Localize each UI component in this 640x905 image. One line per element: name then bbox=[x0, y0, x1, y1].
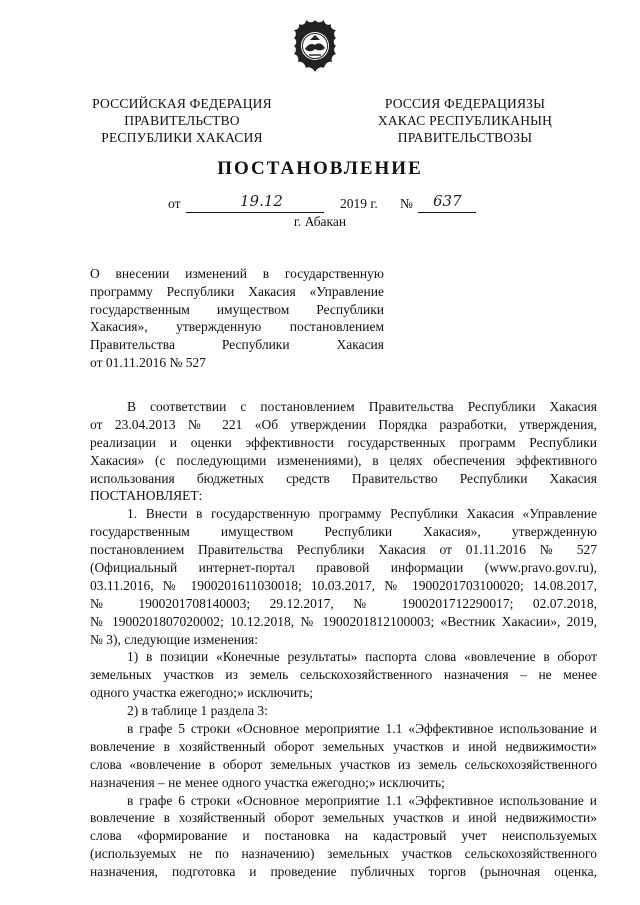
body-text bbox=[90, 398, 597, 881]
body-line: одного участка ежегодно;» исключить; bbox=[90, 685, 313, 701]
body-line: слова «вовлечение в оборот земельных участков из земель сельскохозяйственного bbox=[90, 756, 597, 772]
body-line: использования бюджетных средств Правительство Республики Хакасия bbox=[90, 470, 597, 486]
header-left-line-1: РОССИЙСКАЯ ФЕДЕРАЦИЯ bbox=[92, 96, 272, 111]
body-line: вовлечение в хозяйственный оборот земельных участков и иной недвижимости» bbox=[90, 810, 597, 826]
body-line: (Официальный интернет-портал правовой информации (www.pravo.gov.ru), bbox=[90, 560, 597, 576]
coat-of-arms-emblem-icon bbox=[290, 18, 340, 74]
header-right-block bbox=[360, 95, 570, 146]
body-line: государственным имуществом Республики Хакасия», утвержденную bbox=[90, 524, 597, 540]
body-line: Хакасия» (с последующими изменениями), в целях обеспечения эффективного bbox=[90, 452, 597, 468]
body-line: в графе 5 строки «Основное мероприятие 1.1 «Эффективное использование и bbox=[127, 721, 597, 737]
subject-line: государственным имуществом Республики bbox=[90, 301, 384, 317]
body-line: в графе 6 строки «Основное мероприятие 1.1 «Эффективное использование и bbox=[127, 792, 597, 808]
document-title: ПОСТАНОВЛЕНИЕ bbox=[217, 158, 423, 179]
body-line: от 23.04.2013 № 221 «Об утверждении Порядка разработки, утверждения, bbox=[90, 416, 597, 432]
subject-line: О внесении изменений в государственную bbox=[90, 266, 384, 281]
subject-line: Хакасия», утвержденную постановлением bbox=[90, 319, 384, 335]
body-line: реализации и оценки эффективности государственных программ Республики bbox=[90, 434, 597, 450]
subject-line: Правительства Республики Хакасия bbox=[90, 337, 384, 353]
body-line: № 3), следующие изменения: bbox=[90, 631, 259, 647]
body-line: 03.11.2016, № 1900201611030018; 10.03.2017, № 1900201703100020; 14.08.2017, bbox=[90, 577, 597, 593]
number-label: № bbox=[400, 196, 413, 211]
body-line: ПОСТАНОВЛЯЕТ: bbox=[90, 488, 203, 504]
body-line: (используемых не по назначению) земельных участков сельскохозяйственного bbox=[90, 846, 597, 862]
body-line: назначения, подготовка и проведение публичных торгов (рыночная оценка, bbox=[90, 864, 597, 880]
header-left-line-2: ПРАВИТЕЛЬСТВО bbox=[124, 113, 240, 128]
date-handwritten: 19.12 bbox=[240, 192, 283, 210]
date-prefix: от bbox=[168, 196, 181, 211]
body-line: В соответствии с постановлением Правительства Республики Хакасия bbox=[127, 399, 597, 414]
body-line: 1) в позиции «Конечные результаты» паспорта слова «вовлечение в оборот bbox=[127, 649, 597, 665]
date-number-line bbox=[168, 192, 488, 216]
body-line: слова «формирование и постановка на кадастровый учет неиспользуемых bbox=[90, 828, 597, 844]
body-line: земельных участков из земель сельскохозяйственного назначения – не менее bbox=[90, 667, 597, 683]
number-handwritten: 637 bbox=[433, 192, 462, 210]
subject-line: от 01.11.2016 № 527 bbox=[90, 354, 206, 370]
body-line: назначения – не менее одного участка ежегодно;» исключить; bbox=[90, 774, 445, 790]
body-line: постановлением Правительства Республики Хакасия от 01.11.2016 № 527 bbox=[90, 542, 597, 558]
body-line: 2) в таблице 1 раздела 3: bbox=[127, 703, 268, 719]
body-line: 1. Внести в государственную программу Республики Хакасия «Управление bbox=[127, 506, 597, 522]
subject-block bbox=[90, 265, 384, 372]
year-label: 2019 г. bbox=[340, 196, 378, 211]
header-left-line-3: РЕСПУБЛИКИ ХАКАСИЯ bbox=[101, 130, 263, 145]
city-label: г. Абакан bbox=[293, 214, 347, 229]
body-line: № 1900201708140003; 29.12.2017, № 1900201712290017; 02.07.2018, bbox=[90, 595, 597, 611]
subject-line: программу Республики Хакасия «Управление bbox=[90, 283, 384, 299]
header-right-line-1: РОССИЯ ФЕДЕРАЦИЯЗЫ bbox=[384, 96, 546, 111]
date-underline bbox=[186, 212, 324, 213]
header-right-line-3: ПРАВИТЕЛЬСТВОЗЫ bbox=[397, 130, 533, 145]
body-line: вовлечение в хозяйственный оборот земельных участков и иной недвижимости» bbox=[90, 738, 597, 754]
number-underline bbox=[418, 212, 476, 213]
header-right-line-2: ХАКАС РЕСПУБЛИКАНЫҢ bbox=[377, 113, 553, 128]
header-left-block bbox=[82, 95, 282, 146]
body-line: № 1900201807020002; 10.12.2018, № 1900201812100003; «Вестник Хакасии», 2019, bbox=[90, 613, 597, 629]
